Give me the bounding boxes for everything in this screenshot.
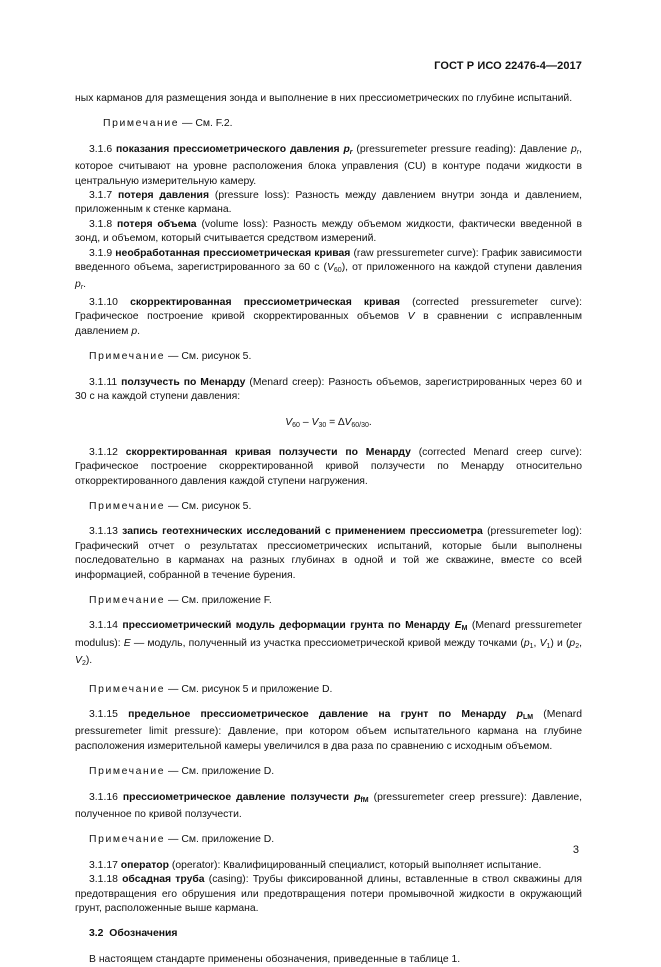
note-label: Примечание xyxy=(103,118,180,130)
note-5: Примечание — См. рисунок 5 и приложение D. xyxy=(89,683,333,695)
note-1: Примечание — См. F.2. xyxy=(75,117,582,131)
creep-formula: $V_{60} - V_{30} = \Delta V_{60/30}$. xyxy=(285,417,372,430)
clause-3-1-11: 3.1.11 ползучесть по Менарду (Menard creep): Разность объемов, зарегистрированных через 60 и 30 с на каждой ступени давления: xyxy=(75,376,582,402)
clause-3-1-18: 3.1.18 обсадная труба (casing): Трубы фиксированной длины, вставленные в ствол скважины для предотвращения его обрушения или предотвращения потери промывочной жидкости в окружающий грунт, расположенные выше кармана. xyxy=(75,874,583,915)
clause-3-1-6: 3.1.6 показания прессиометрического давления $p_r$ (pressuremeter pressure reading): Давление $p_r$, которое считывают на уровне расположения блока управления (CU) в контуре подачи жидкости в центральную измерительную камеру. xyxy=(75,143,583,187)
note-7: Примечание — См. приложение D. xyxy=(89,834,275,846)
note-2: Примечание — См. рисунок 5. xyxy=(89,351,252,363)
clause-3-1-15: 3.1.15 предельное прессиометрическое давление на грунт по Менарду $p_{LM}$ (Menard pressuremeter limit pressure): Давление, при котором объем испытательного кармана на глубине расположения измерительной камеры увеличился в два раза по сравнению с исходным объемом. xyxy=(75,709,583,752)
clause-3-1-12: 3.1.12 скорректированная кривая ползучести по Менарду (corrected Menard creep curve): Графическое построение скорректированной кривой ползучести по Менарду относительно откорректированного давления каждой ступени нагружения. xyxy=(75,446,582,487)
document-body xyxy=(75,92,582,967)
clause-3-1-10: 3.1.10 скорректированная прессиометрическая кривая (corrected pressuremeter curve): Графическое построение кривой скорректированных объемов V в сравнении с исправленным давлением p. xyxy=(75,296,583,337)
clause-3-1-17: 3.1.17 оператор (operator): Квалифицированный специалист, который выполняет испытание. xyxy=(89,859,542,871)
section-text: В настоящем стандарте применены обозначения, приведенные в таблице 1. xyxy=(89,953,461,965)
section-heading: 3.2 Обозначения xyxy=(89,928,178,940)
clause-3-1-13: 3.1.13 запись геотехнических исследований с применением прессиометра (pressuremeter log): Графический отчет о результатах прессиометрических испытаний, которые были выполнены последовательно в карманах на разных глубинах в одной и той же скважине, вместе со всей информацией, собранной в течение бурения. xyxy=(75,526,583,581)
clause-3-1-7: 3.1.7 потеря давления (pressure loss): Разность между давлением внутри зонда и давлением, приложенным к стенке кармана. xyxy=(75,190,582,216)
intro-paragraph: ных карманов для размещения зонда и выполнение в них прессиометрических по глубине испытаний. xyxy=(75,93,573,104)
page-number: 3 xyxy=(572,844,579,856)
clause-3-1-16: 3.1.16 прессиометрическое давление ползучести $p_{fM}$ (pressuremeter creep pressure): Давление, полученное по кривой ползучести. xyxy=(75,791,582,821)
clause-3-1-14: 3.1.14 прессиометрический модуль деформации грунта по Менарду $E_M$ (Menard pressuremeter modulus): E — модуль, полученный из участка прессиометрической кривой между точками ($p_1$, $V_1$) и ($p_2$, $V_2$). xyxy=(75,620,583,668)
clause-3-1-8: 3.1.8 потеря объема (volume loss): Разность между объемом жидкости, фактически введенной в зонд, и объемом, который считывается средством измерений. xyxy=(75,218,582,245)
note-4: Примечание — См. приложение F. xyxy=(89,594,272,606)
note-6: Примечание — См. приложение D. xyxy=(89,766,275,778)
note-3: Примечание — См. рисунок 5. xyxy=(89,500,252,512)
document-header: ГОСТ Р ИСО 22476-4—2017 xyxy=(434,60,582,72)
clause-3-1-9: 3.1.9 необработанная прессиометрическая кривая (raw pressuremeter curve): График зависимости введенного объема, зарегистрированного за 60 с $(V_{60})$, от приложенного на каждой ступени давления $p_r$. xyxy=(75,247,582,292)
